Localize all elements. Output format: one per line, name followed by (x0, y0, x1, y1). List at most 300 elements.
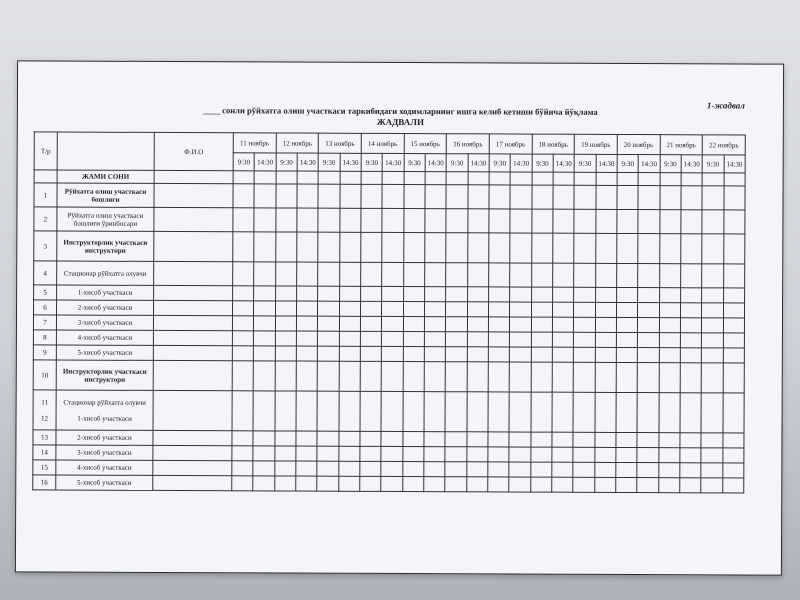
data-cell (659, 363, 680, 393)
data-cell (638, 264, 659, 288)
data-cell (446, 332, 467, 347)
row-number: 13 (33, 430, 56, 445)
row-number: 4 (34, 261, 57, 285)
data-cell (680, 363, 701, 393)
data-cell (638, 173, 659, 186)
data-cell (296, 446, 317, 461)
data-cell (723, 393, 745, 433)
data-cell (339, 431, 360, 446)
data-cell (637, 463, 658, 478)
data-cell (467, 317, 488, 332)
data-cell (467, 287, 488, 302)
data-cell (232, 361, 253, 391)
header-time: 9:30 (532, 154, 553, 172)
data-cell (659, 318, 680, 333)
data-cell (531, 347, 552, 362)
data-cell (318, 232, 339, 262)
data-cell (723, 318, 745, 333)
data-cell (339, 301, 360, 316)
data-cell (276, 208, 297, 232)
data-cell (616, 287, 637, 302)
data-cell (296, 361, 317, 391)
data-cell (425, 287, 446, 302)
data-cell (297, 171, 318, 184)
data-cell (404, 185, 425, 209)
data-cell (532, 185, 553, 209)
data-cell (402, 447, 423, 462)
data-cell (595, 332, 616, 347)
data-cell (574, 302, 595, 317)
header-date: 13 ноябрь (319, 133, 362, 153)
data-cell (680, 333, 701, 348)
data-cell (702, 288, 723, 303)
data-cell (424, 462, 445, 477)
row-position: Инструкторлик участкаси инструктори (56, 360, 153, 390)
data-cell (296, 461, 317, 476)
data-cell (573, 432, 594, 447)
data-cell (489, 185, 510, 209)
data-cell (382, 208, 403, 232)
data-cell (702, 303, 723, 318)
table-row (34, 183, 745, 210)
data-cell (574, 317, 595, 332)
attendance-table (32, 131, 746, 493)
data-cell (489, 233, 510, 263)
data-cell (701, 433, 722, 448)
data-cell (467, 233, 488, 263)
data-cell (466, 477, 487, 492)
header-date: 16 ноябрь (446, 134, 489, 154)
data-cell (275, 262, 296, 286)
data-cell (574, 172, 595, 185)
data-cell (595, 287, 616, 302)
data-cell (232, 446, 253, 461)
data-cell (317, 446, 338, 461)
row-fio (154, 300, 233, 315)
data-cell (339, 346, 360, 361)
header-time: 9:30 (361, 153, 382, 171)
row-number: 15 (33, 460, 56, 475)
data-cell (403, 332, 424, 347)
data-cell (425, 185, 446, 209)
row-position: 3-хисоб участкаси (56, 315, 153, 330)
data-cell (467, 302, 488, 317)
paper-sheet (15, 60, 784, 575)
row-number: 7 (33, 315, 56, 330)
data-cell (318, 171, 339, 184)
data-cell (660, 186, 681, 210)
data-cell (296, 431, 317, 446)
data-cell (424, 447, 445, 462)
row-number: 2 (34, 207, 57, 231)
data-cell (658, 463, 679, 478)
data-cell (509, 462, 530, 477)
data-cell (723, 303, 745, 318)
data-cell (723, 333, 745, 348)
data-cell (723, 348, 745, 363)
data-cell (318, 346, 339, 361)
data-cell (254, 301, 275, 316)
data-cell (532, 172, 553, 185)
data-cell (617, 209, 638, 233)
data-cell (552, 287, 573, 302)
data-cell (232, 316, 253, 331)
data-cell (296, 316, 317, 331)
data-cell (254, 346, 275, 361)
data-cell (595, 432, 616, 447)
data-cell (275, 232, 296, 262)
data-cell (488, 447, 509, 462)
data-cell (552, 477, 573, 492)
data-cell (360, 391, 382, 431)
data-cell (658, 478, 679, 493)
data-cell (360, 346, 381, 361)
data-cell (573, 362, 594, 392)
data-cell (467, 432, 488, 447)
data-cell (424, 332, 445, 347)
data-cell (402, 477, 423, 492)
data-cell (317, 431, 338, 446)
data-cell (275, 446, 296, 461)
data-cell (701, 363, 722, 393)
row-fio (154, 183, 233, 207)
data-cell (318, 316, 339, 331)
data-cell (446, 347, 467, 362)
data-cell (297, 286, 318, 301)
data-cell (254, 184, 275, 208)
row-position: 3-хисоб участкаси (56, 445, 153, 460)
header-time: 14:30 (425, 154, 446, 172)
data-cell (233, 262, 254, 286)
data-cell (403, 362, 424, 392)
data-cell (680, 393, 702, 433)
data-cell (531, 317, 552, 332)
header-time: 14:30 (553, 154, 574, 172)
data-cell (488, 462, 509, 477)
data-cell (404, 172, 425, 185)
data-cell (360, 316, 381, 331)
data-cell (489, 172, 510, 185)
data-cell (276, 184, 297, 208)
row-number: 1 (34, 183, 57, 207)
data-cell (382, 262, 403, 286)
data-cell (616, 332, 637, 347)
row-position: 1-хисоб участкаси (57, 285, 154, 300)
row-fio (153, 360, 232, 390)
data-cell (232, 346, 253, 361)
data-cell (531, 302, 552, 317)
row-number: 10 (33, 360, 56, 390)
data-cell (361, 208, 382, 232)
data-cell (339, 316, 360, 331)
data-cell (297, 184, 318, 208)
table-row (34, 231, 745, 264)
data-cell (467, 362, 488, 392)
data-cell (339, 391, 361, 431)
data-cell (531, 263, 552, 287)
data-cell (659, 288, 680, 303)
row-position: Стационар рўйхатга олувчи (57, 261, 154, 285)
data-cell (724, 173, 746, 186)
header-time: 14:30 (297, 153, 318, 171)
data-cell (425, 263, 446, 287)
data-cell (466, 462, 487, 477)
data-cell (297, 232, 318, 262)
data-cell (233, 171, 254, 184)
data-cell (381, 476, 402, 491)
data-cell (468, 185, 489, 209)
row-number: 6 (34, 300, 57, 315)
data-cell (403, 287, 424, 302)
data-cell (596, 172, 617, 185)
data-cell (637, 393, 659, 433)
data-cell (509, 477, 530, 492)
header-date: 19 ноябрь (574, 134, 617, 154)
row-position: 4-хисоб участкаси (56, 460, 153, 475)
data-cell (531, 287, 552, 302)
data-cell (574, 347, 595, 362)
data-cell (531, 392, 553, 432)
data-cell (360, 476, 381, 491)
data-cell (574, 263, 595, 287)
data-cell (702, 210, 723, 234)
row-fio (153, 345, 232, 360)
data-cell (595, 209, 616, 233)
header-date: 12 ноябрь (276, 133, 319, 153)
data-cell (702, 264, 723, 288)
data-cell (446, 263, 467, 287)
data-cell (574, 332, 595, 347)
data-cell (723, 288, 745, 303)
row-fio (153, 460, 232, 475)
data-cell (510, 347, 531, 362)
data-cell (574, 287, 595, 302)
data-cell (638, 333, 659, 348)
data-cell (680, 433, 701, 448)
data-cell (381, 391, 403, 431)
data-cell (424, 477, 445, 492)
header-time: 14:30 (468, 154, 489, 172)
data-cell (296, 346, 317, 361)
data-cell (232, 331, 253, 346)
data-cell (446, 302, 467, 317)
data-cell (509, 392, 531, 432)
document-title: ____ сонли рўйхатга олиш участкаси таркибидаги ходимларнинг ишга келиб кетиши бўйича йўқлама (203, 105, 598, 117)
data-cell (680, 448, 701, 463)
data-cell (253, 431, 274, 446)
header-time: 14:30 (681, 155, 702, 173)
data-cell (723, 234, 745, 264)
data-cell (488, 347, 509, 362)
data-cell (660, 173, 681, 186)
data-cell (702, 348, 723, 363)
row-number: 8 (33, 330, 56, 345)
data-cell (296, 331, 317, 346)
total-label: ЖАМИ СОНИ (57, 170, 154, 183)
data-cell (659, 348, 680, 363)
data-cell (595, 263, 616, 287)
header-name (57, 132, 154, 170)
header-date: 20 ноябрь (617, 134, 660, 154)
data-cell (573, 392, 595, 432)
data-cell (360, 446, 381, 461)
data-cell (425, 233, 446, 263)
data-cell (275, 286, 296, 301)
data-cell (340, 208, 361, 232)
data-cell (253, 476, 274, 491)
data-cell (233, 301, 254, 316)
data-cell (510, 209, 531, 233)
data-cell (317, 361, 338, 391)
table-row (34, 207, 745, 234)
data-cell (637, 448, 658, 463)
data-cell (638, 210, 659, 234)
data-cell (574, 209, 595, 233)
data-cell (488, 302, 509, 317)
data-cell (318, 184, 339, 208)
data-cell (573, 477, 594, 492)
header-time: 9:30 (233, 153, 254, 171)
header-time: 9:30 (489, 154, 510, 172)
data-cell (723, 210, 745, 234)
data-cell (552, 392, 574, 432)
header-time: 9:30 (276, 153, 297, 171)
data-cell (616, 432, 637, 447)
data-cell (595, 317, 616, 332)
data-cell (638, 288, 659, 303)
header-time: 9:30 (404, 154, 425, 172)
data-cell (509, 447, 530, 462)
data-cell (253, 391, 275, 431)
data-cell (254, 171, 275, 184)
header-time: 14:30 (340, 153, 361, 171)
data-cell (339, 232, 360, 262)
data-cell (403, 347, 424, 362)
data-cell (680, 463, 701, 478)
data-cell (253, 461, 274, 476)
row-number: 3 (34, 231, 57, 261)
header-row-dates (34, 132, 745, 155)
data-cell (424, 392, 446, 432)
data-cell (553, 209, 574, 233)
data-cell (595, 233, 616, 263)
data-cell (722, 448, 744, 463)
data-cell (553, 233, 574, 263)
data-cell (510, 233, 531, 263)
data-cell (530, 477, 551, 492)
data-cell (659, 333, 680, 348)
data-cell (318, 208, 339, 232)
data-cell (531, 432, 552, 447)
data-cell (531, 362, 552, 392)
row-number: 11 12 (33, 390, 56, 430)
data-cell (680, 318, 701, 333)
data-cell (233, 286, 254, 301)
data-cell (509, 362, 530, 392)
data-cell (446, 172, 467, 185)
data-cell (467, 332, 488, 347)
data-cell (553, 263, 574, 287)
header-date: 17 ноябрь (489, 134, 532, 154)
data-cell (360, 431, 381, 446)
data-cell (274, 461, 295, 476)
header-time: 9:30 (660, 155, 681, 173)
data-cell (510, 172, 531, 185)
data-cell (531, 209, 552, 233)
data-cell (617, 263, 638, 287)
data-cell (254, 262, 275, 286)
data-cell (658, 448, 679, 463)
data-cell (489, 209, 510, 233)
data-cell (617, 172, 638, 185)
data-cell (722, 463, 744, 478)
data-cell (680, 288, 701, 303)
data-cell (552, 447, 573, 462)
data-cell (638, 348, 659, 363)
data-cell (702, 234, 723, 264)
row-position: 2-хисоб участкаси (57, 300, 154, 315)
data-cell (467, 347, 488, 362)
header-time: 14:30 (510, 154, 531, 172)
row-fio (154, 231, 233, 261)
data-cell (637, 478, 658, 493)
data-cell (680, 348, 701, 363)
data-cell (637, 363, 658, 393)
data-cell (233, 208, 254, 232)
data-cell (382, 286, 403, 301)
data-cell (722, 433, 744, 448)
data-cell (638, 186, 659, 210)
data-cell (445, 362, 466, 392)
data-cell (510, 302, 531, 317)
data-cell (339, 361, 360, 391)
data-cell (317, 476, 338, 491)
data-cell (617, 233, 638, 263)
data-cell (296, 391, 318, 431)
data-cell (361, 184, 382, 208)
total-fio (154, 170, 233, 183)
data-cell (616, 392, 638, 432)
data-cell (381, 431, 402, 446)
row-fio (153, 330, 232, 345)
document-title-word: ЖАДВАЛИ (376, 116, 424, 128)
data-cell (466, 447, 487, 462)
data-cell (275, 346, 296, 361)
table-number: 1-жадвал (706, 100, 745, 111)
data-cell (275, 301, 296, 316)
row-position: Стационар рўйхатга олувчи 1-хисоб участкаси (56, 390, 153, 430)
data-cell (616, 302, 637, 317)
data-cell (318, 262, 339, 286)
header-date: 15 ноябрь (404, 134, 447, 154)
header-date: 21 ноябрь (660, 135, 703, 155)
data-cell (445, 392, 467, 432)
data-cell (254, 361, 275, 391)
data-cell (233, 232, 254, 262)
data-cell (510, 317, 531, 332)
data-cell (340, 171, 361, 184)
data-cell (489, 263, 510, 287)
data-cell (338, 476, 359, 491)
data-cell (339, 286, 360, 301)
header-time: 14:30 (724, 155, 746, 173)
data-cell (701, 393, 723, 433)
data-cell (297, 208, 318, 232)
data-cell (681, 234, 702, 264)
data-cell (702, 333, 723, 348)
data-cell (616, 317, 637, 332)
data-cell (509, 432, 530, 447)
